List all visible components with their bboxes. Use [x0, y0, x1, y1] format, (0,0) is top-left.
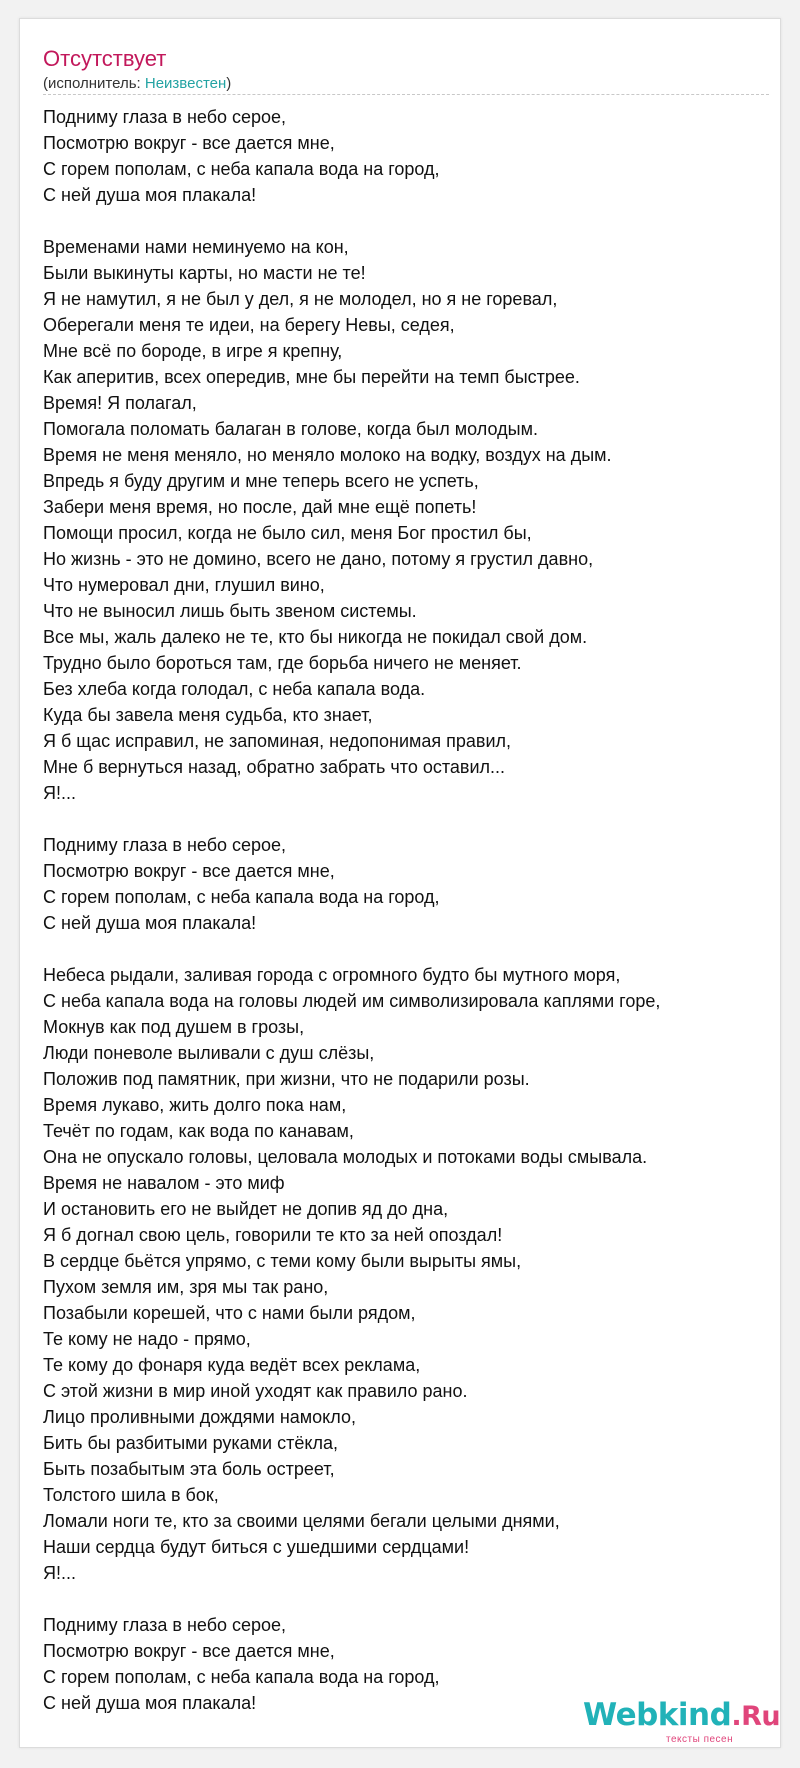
- lyrics-line: Время! Я полагал,: [43, 393, 197, 413]
- lyrics-line: Бить бы разбитыми руками стёкла,: [43, 1433, 338, 1453]
- artist-suffix: ): [226, 75, 232, 92]
- song-title: Отсутствует: [43, 46, 167, 71]
- lyrics-line: И остановить его не выйдет не допив яд до дна,: [43, 1199, 449, 1219]
- lyrics-line: Я б догнал свою цель, говорили те кто за ней опоздал!: [43, 1225, 503, 1245]
- lyrics-line: С горем пополам, с неба капала вода на город,: [43, 887, 440, 907]
- lyrics-line: Время не навалом - это миф: [43, 1173, 285, 1193]
- lyrics-line: Она не опускало головы, целовала молодых и потоками воды смывала.: [43, 1147, 648, 1167]
- lyrics-line: Я!...: [43, 1563, 77, 1583]
- lyrics-line: Время лукаво, жить долго пока нам,: [43, 1095, 347, 1115]
- lyrics-line: Посмотрю вокруг - все дается мне,: [43, 861, 335, 881]
- site-logo[interactable]: [583, 1697, 783, 1747]
- artist-prefix: (исполнитель:: [43, 75, 145, 92]
- lyrics-line: С ней душа моя плакала!: [43, 185, 257, 205]
- logo-tld: .Ru: [731, 1701, 781, 1732]
- lyrics-line: Оберегали меня те идеи, на берегу Невы, седея,: [43, 315, 455, 335]
- lyrics-line: Без хлеба когда голодал, с неба капала вода.: [43, 679, 426, 699]
- lyrics-line: Подниму глаза в небо серое,: [43, 835, 287, 855]
- lyrics-line: Куда бы завела меня судьба, кто знает,: [43, 705, 373, 725]
- lyrics-line: Подниму глаза в небо серое,: [43, 107, 287, 127]
- lyrics-line: Быть позабытым эта боль остреет,: [43, 1459, 335, 1479]
- lyrics-line: С ней душа моя плакала!: [43, 913, 257, 933]
- logo-tagline: тексты песен: [666, 1734, 734, 1745]
- lyrics-line: Впредь я буду другим и мне теперь всего не успеть,: [43, 471, 479, 491]
- lyrics-line: Как аперитив, всех опередив, мне бы перейти на темп быстрее.: [43, 367, 580, 387]
- lyrics-line: Помощи просил, когда не было сил, меня Бог простил бы,: [43, 523, 532, 543]
- lyrics-line: Подниму глаза в небо серое,: [43, 1615, 287, 1635]
- lyrics-line: Мне б вернуться назад, обратно забрать что оставил...: [43, 757, 506, 777]
- lyrics-line: Наши сердца будут биться с ушедшими сердцами!: [43, 1537, 470, 1557]
- lyrics-line: Лицо проливными дождями намокло,: [43, 1407, 356, 1427]
- lyrics-stanza: [43, 234, 743, 806]
- lyrics-line: Что нумеровал дни, глушил вино,: [43, 575, 325, 595]
- lyrics-line: С горем пополам, с неба капала вода на город,: [43, 159, 440, 179]
- logo-name: Webkind: [583, 1697, 732, 1733]
- lyrics-line: Что не выносил лишь быть звеном системы.: [43, 601, 417, 621]
- lyrics-line: Посмотрю вокруг - все дается мне,: [43, 1641, 335, 1661]
- lyrics-line: Позабыли корешей, что с нами были рядом,: [43, 1303, 416, 1323]
- content-card: [19, 18, 781, 1748]
- lyrics-stanza: [43, 832, 743, 936]
- lyrics-body: [43, 104, 743, 1742]
- lyrics-line: Забери меня время, но после, дай мне ещё попеть!: [43, 497, 477, 517]
- lyrics-line: Я не намутил, я не был у дел, я не молодел, но я не горевал,: [43, 289, 558, 309]
- lyrics-line: Течёт по годам, как вода по канавам,: [43, 1121, 354, 1141]
- artist-line: [43, 74, 231, 94]
- lyrics-line: Небеса рыдали, заливая города с огромного будто бы мутного моря,: [43, 965, 621, 985]
- lyrics-line: Я б щас исправил, не запоминая, недопонимая правил,: [43, 731, 512, 751]
- lyrics-line: Трудно было бороться там, где борьба ничего не меняет.: [43, 653, 522, 673]
- lyrics-line: Те кому до фонаря куда ведёт всех реклама,: [43, 1355, 421, 1375]
- artist-link[interactable]: Неизвестен: [144, 75, 227, 92]
- lyrics-line: Мне всё по бороде, в игре я крепну,: [43, 341, 343, 361]
- lyrics-line: Пухом земля им, зря мы так рано,: [43, 1277, 329, 1297]
- lyrics-line: Ломали ноги те, кто за своими целями бегали целыми днями,: [43, 1511, 560, 1531]
- lyrics-stanza: [43, 104, 743, 208]
- lyrics-line: В сердце бьётся упрямо, с теми кому были вырыты ямы,: [43, 1251, 522, 1271]
- lyrics-line: Я!...: [43, 783, 77, 803]
- lyrics-line: Все мы, жаль далеко не те, кто бы никогда не покидал свой дом.: [43, 627, 588, 647]
- logo-wordmark: [583, 1697, 780, 1735]
- lyrics-line: С горем пополам, с неба капала вода на город,: [43, 1667, 440, 1687]
- title-divider: [43, 94, 769, 95]
- lyrics-line: Положив под памятник, при жизни, что не подарили розы.: [43, 1069, 530, 1089]
- lyrics-line: Временами нами неминуемо на кон,: [43, 237, 349, 257]
- lyrics-line: С этой жизни в мир иной уходят как правило рано.: [43, 1381, 468, 1401]
- lyrics-line: Люди поневоле выливали с душ слёзы,: [43, 1043, 375, 1063]
- lyrics-line: Но жизнь - это не домино, всего не дано, потому я грустил давно,: [43, 549, 594, 569]
- lyrics-line: Помогала поломать балаган в голове, когда был молодым.: [43, 419, 538, 439]
- lyrics-line: Мокнув как под душем в грозы,: [43, 1017, 305, 1037]
- lyrics-line: С неба капала вода на головы людей им символизировала каплями горе,: [43, 991, 661, 1011]
- lyrics-line: Были выкинуты карты, но масти не те!: [43, 263, 366, 283]
- lyrics-line: Толстого шила в бок,: [43, 1485, 219, 1505]
- lyrics-line: С ней душа моя плакала!: [43, 1693, 257, 1713]
- lyrics-line: Те кому не надо - прямо,: [43, 1329, 251, 1349]
- lyrics-stanza: [43, 962, 743, 1586]
- lyrics-line: Время не меня меняло, но меняло молоко на водку, воздух на дым.: [43, 445, 612, 465]
- lyrics-line: Посмотрю вокруг - все дается мне,: [43, 133, 335, 153]
